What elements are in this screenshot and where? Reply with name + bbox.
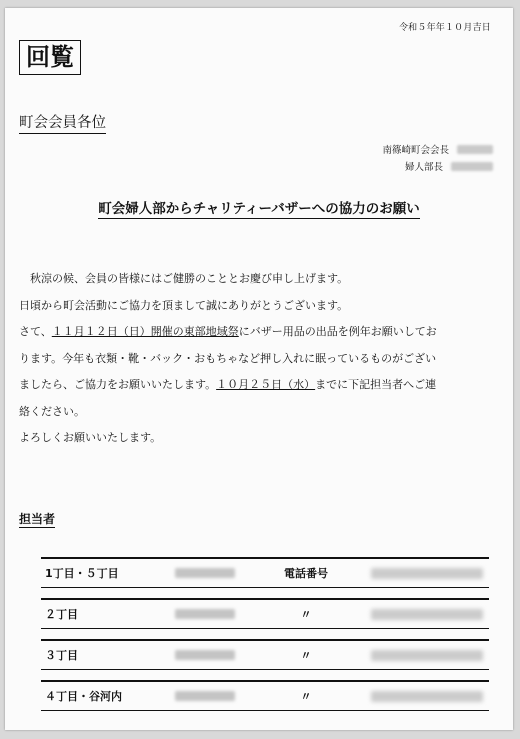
tel-cell (365, 691, 489, 702)
table-row (41, 598, 489, 629)
body-line: ましたら、ご協力をお願いいたします。 (19, 378, 217, 391)
tel-label-cell: 〃 (300, 649, 312, 662)
tel-label-cell: 〃 (300, 690, 312, 703)
body-text (19, 266, 497, 452)
contacts-heading: 担当者 (19, 512, 56, 526)
body-line: 秋涼の候、会員の皆様にはご健勝のこととお慶び申し上げます。 (30, 272, 349, 285)
area-cell: ４丁目・谷河内 (45, 690, 122, 703)
circular-document (5, 8, 513, 730)
body-paragraph (19, 319, 497, 346)
redacted-phone (371, 568, 483, 579)
tel-label-cell: 電話番号 (284, 567, 328, 580)
body-line: ります。今年も衣類・靴・バック・おもちゃなど押し入れに眠っているものがござい (19, 351, 437, 365)
sender-chairman-label: 南篠崎町会会長 (382, 145, 449, 156)
redacted-name (457, 145, 493, 154)
issue-date: 令和５年年１０月吉日 (398, 23, 491, 33)
redacted-name (175, 568, 235, 578)
sender-chairman (382, 142, 493, 156)
tel-cell (365, 650, 489, 661)
name-cell (175, 650, 247, 660)
body-line: までに下記担当者へご連 (315, 378, 437, 391)
contacts-table (41, 557, 489, 711)
body-line: 絡ください。 (19, 404, 85, 418)
area-cell: ３丁目 (45, 649, 78, 662)
document-title-text: 町会婦人部からチャリティーバザーへの協力のお願い (98, 201, 420, 217)
tel-label-cell: 〃 (300, 608, 312, 621)
body-line: にバザー用品の出品を例年お願いしてお (238, 325, 437, 338)
table-row (41, 559, 489, 588)
area-cell: 1丁目・５丁目 (45, 567, 119, 580)
document-title (5, 197, 513, 217)
redacted-name (175, 609, 235, 619)
redacted-phone (371, 650, 483, 661)
body-line: よろしくお願いいたします。 (19, 431, 162, 444)
circulation-stamp: 回覧 (19, 40, 81, 75)
redacted-name (175, 691, 235, 701)
table-row (41, 639, 489, 670)
deadline-underlined: １０月２５日（水） (216, 378, 316, 391)
redacted-name (451, 162, 493, 171)
recipient-line: 町会会員各位 (19, 114, 106, 134)
event-date-underlined: １１月１２日（日）開催の東部地域祭 (51, 325, 239, 338)
table-row (41, 680, 489, 711)
body-paragraph (19, 372, 497, 399)
name-cell (175, 609, 247, 619)
redacted-name (175, 650, 235, 660)
name-cell (175, 691, 247, 701)
area-cell: ２丁目 (45, 608, 78, 621)
tel-cell (365, 609, 489, 620)
body-line: さて、 (19, 325, 52, 338)
sender-womens-dept-label: 婦人部長 (404, 162, 443, 173)
redacted-phone (371, 609, 483, 620)
tel-cell (365, 568, 489, 579)
body-line: 日頃から町会活動にご協力を頂まして誠にありがとうございます。 (19, 298, 349, 312)
name-cell (175, 568, 247, 578)
redacted-phone (371, 691, 483, 702)
sender-womens-dept-head (405, 159, 493, 173)
body-paragraph (19, 266, 497, 293)
